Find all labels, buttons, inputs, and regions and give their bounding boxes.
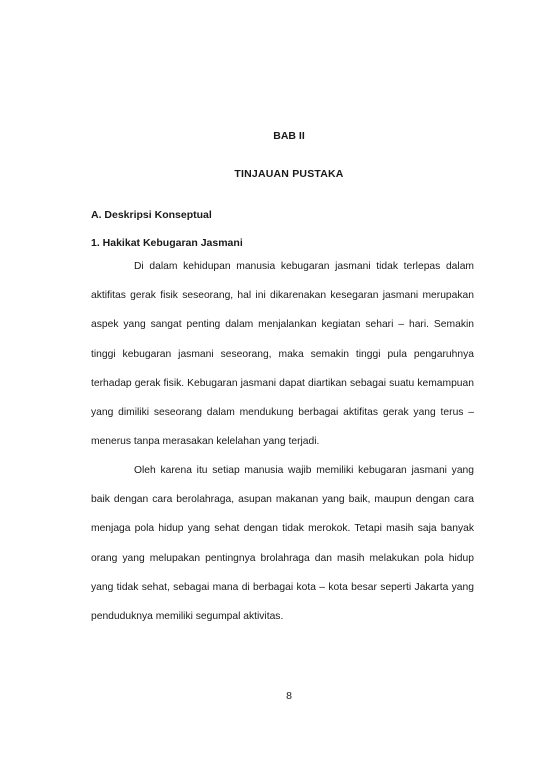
subsection-heading: 1. Hakikat Kebugaran Jasmani bbox=[91, 237, 243, 249]
paragraph-1: Di dalam kehidupan manusia kebugaran jasmani tidak terlepas dalam aktifitas gerak fisik seseorang, hal ini dikarenakan kesegaran jasmani merupakan aspek yang sangat penting dalam menjalankan kegiatan sehari – hari. Semakin tinggi kebugaran jasmani seseorang, maka semakin tinggi pula pengaruhnya terhadap gerak fisik. Kebugaran jasmani dapat diartikan sebagai suatu kemampuan yang dimiliki seseorang dalam mendukung berbagai aktifitas gerak yang terus – menerus tanpa merasakan kelelahan yang terjadi. bbox=[91, 261, 474, 448]
paragraph-2: Oleh karena itu setiap manusia wajib memiliki kebugaran jasmani yang baik dengan cara berolahraga, asupan makanan yang baik, maupun dengan cara menjaga pola hidup yang sehat dengan tidak merokok. Tetapi masih saja banyak orang yang melupakan pentingnya brolahraga dan masih melakukan pola hidup yang tidak sehat, sebagai mana di berbagai kota – kota besar seperti Jakarta yang penduduknya memiliki segumpal aktivitas. bbox=[91, 465, 474, 623]
section-heading: A. Deskripsi Konseptual bbox=[91, 209, 212, 221]
chapter-title: TINJAUAN PUSTAKA bbox=[234, 168, 344, 180]
chapter-label: BAB II bbox=[273, 130, 305, 142]
page-number: 8 bbox=[286, 690, 292, 702]
